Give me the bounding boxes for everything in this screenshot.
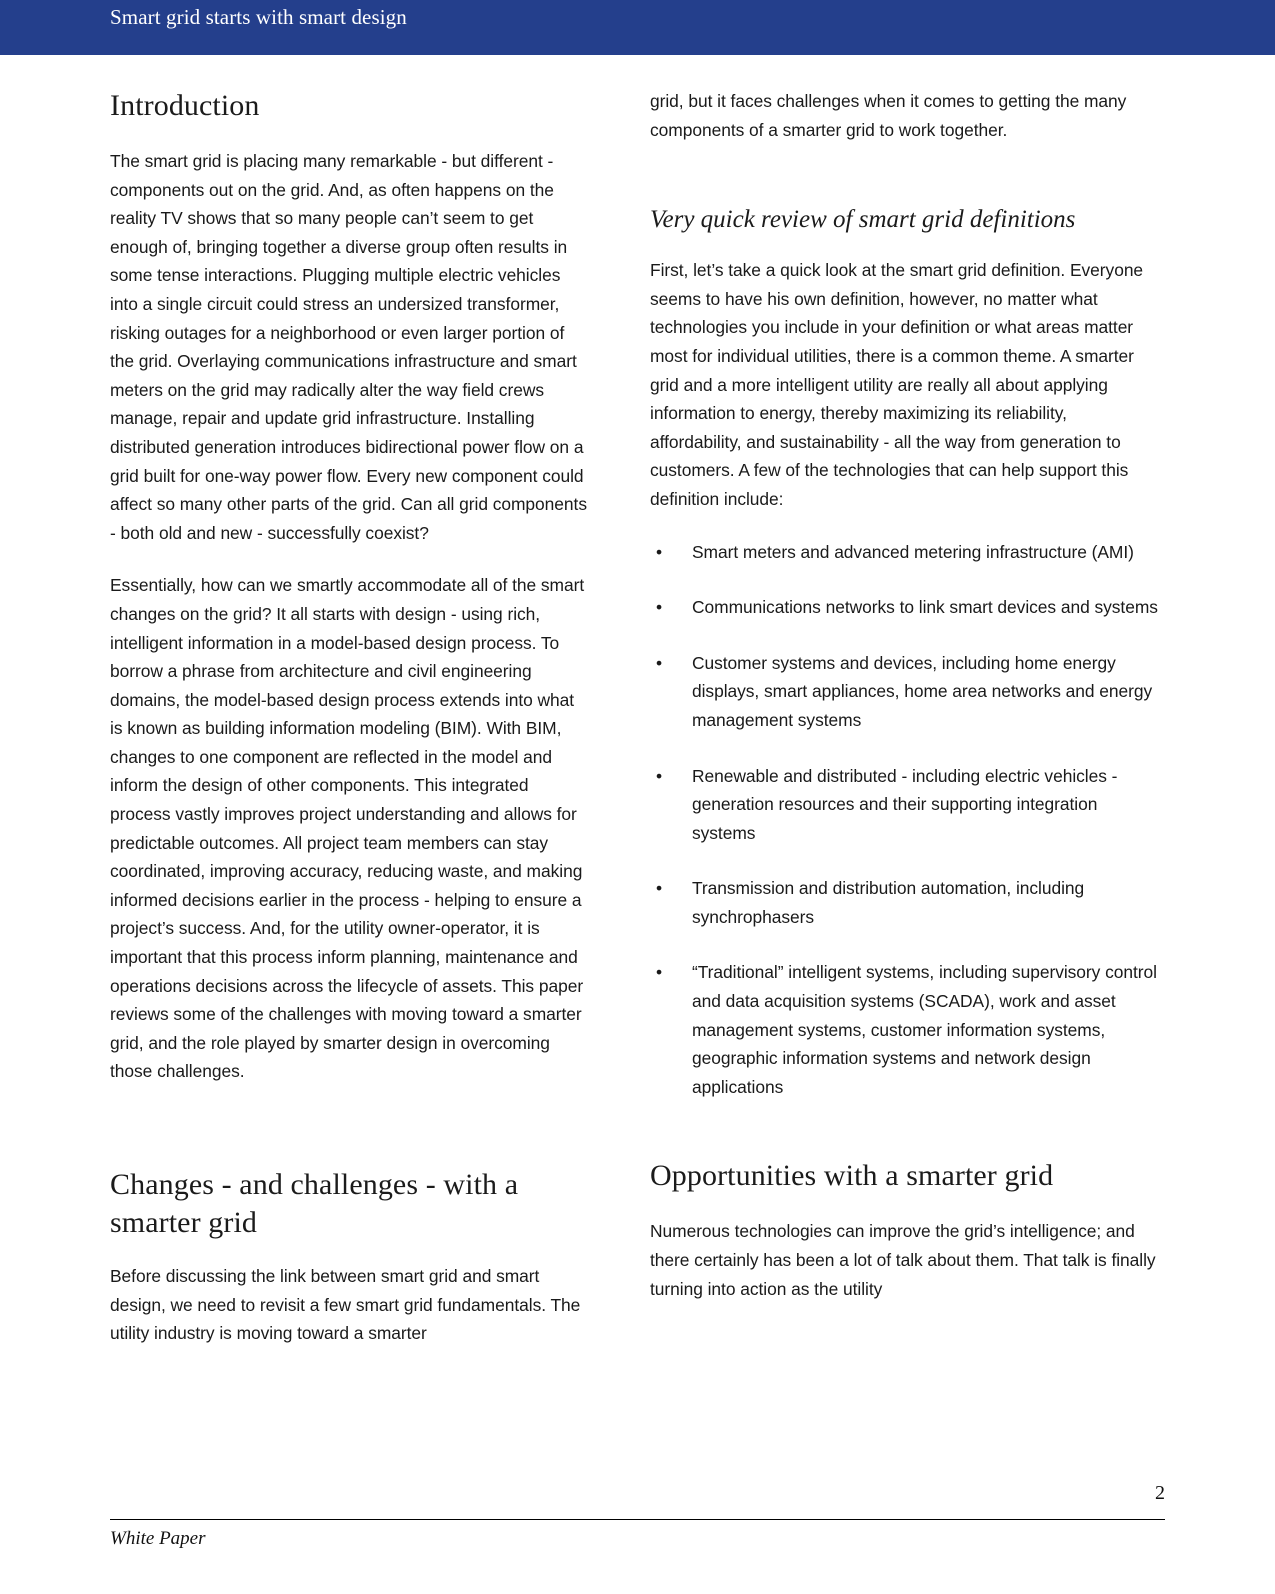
bullet-dot-icon: • xyxy=(656,765,663,786)
paragraph-definitions-1: First, let’s take a quick look at the smart grid definition. Everyone seems to have his own definition, however, no matter what technologies you include in your definition or what areas matter most for individual utilities, there is a common theme. A smarter grid and a more intelligent utility are really all about applying information to energy, thereby maximizing its reliability, affordability, and sustainability - all the way from generation to customers. A few of the technologies that can help support this definition include: xyxy=(650,260,1144,509)
right-column xyxy=(650,55,1275,1348)
paragraph-introduction-1: The smart grid is placing many remarkable - but different - components out on the grid. And, as often happens on the reality TV shows that so many people can’t seem to get enough of, bringing together a diverse group often results in some tense interactions. Plugging multiple electric vehicles into a single circuit could stress an undersized transformer, risking outages for a neighborhood or even larger portion of the grid. Overlaying communications infrastructure and smart meters on the grid may radically alter the way field crews manage, repair and update grid infrastructure. Installing distributed generation introduces bidirectional power flow on a grid built for one-way power flow. Every new component could affect so many other parts of the grid. Can all grid components - both old and new - successfully coexist? xyxy=(110,151,587,543)
heading-opportunities: Opportunities with a smarter grid xyxy=(650,1159,1054,1193)
bullet-dot-icon: • xyxy=(656,597,663,618)
list-item-text: Customer systems and devices, including home energy displays, smart appliances, home area networks and energy management systems xyxy=(692,652,1153,730)
left-column xyxy=(0,55,650,1348)
list-item xyxy=(650,538,1160,567)
paragraph-changes-1: Before discussing the link between smart grid and smart design, we need to revisit a few smart grid fundamentals. The utility industry is moving toward a smarter xyxy=(110,1266,581,1344)
list-item-text: Smart meters and advanced metering infrastructure (AMI) xyxy=(692,541,1134,562)
list-item xyxy=(650,958,1160,1101)
paragraph-continuation: grid, but it faces challenges when it comes to getting the many components of a smarter grid to work together. xyxy=(650,91,1127,140)
page-header-title: Smart grid starts with smart design xyxy=(110,5,407,29)
list-item xyxy=(650,874,1160,931)
bullet-dot-icon: • xyxy=(656,878,663,899)
paragraph-opportunities-1: Numerous technologies can improve the grid’s intelligence; and there certainly has been a lot of talk about them. That talk is finally turning into action as the utility xyxy=(650,1221,1156,1299)
footer-document-type-label: White Paper xyxy=(110,1528,206,1549)
page-body xyxy=(0,55,1275,1594)
bullet-dot-icon: • xyxy=(656,962,663,983)
list-item-text: Transmission and distribution automation, including synchrophasers xyxy=(692,878,1085,927)
heading-changes-and-challenges: Changes - and challenges - with a smarter grid xyxy=(110,1168,519,1239)
list-item xyxy=(650,593,1160,622)
list-item xyxy=(650,762,1160,848)
two-column-layout xyxy=(0,55,1275,1348)
heading-introduction: Introduction xyxy=(110,89,260,122)
list-item xyxy=(650,649,1160,735)
list-item-text: Communications networks to link smart devices and systems xyxy=(692,597,1158,618)
footer-divider xyxy=(110,1519,1165,1520)
section-spacer xyxy=(650,1101,1160,1157)
list-item-text: Renewable and distributed - including electric vehicles - generation resources and their supporting integration systems xyxy=(692,765,1118,843)
page-footer xyxy=(110,1464,1165,1594)
page-number: 2 xyxy=(1155,1482,1165,1504)
section-spacer xyxy=(650,168,1160,204)
list-item-text: “Traditional” intelligent systems, including supervisory control and data acquisition systems (SCADA), work and asset management systems, customer information systems, geographic information systems and network design applications xyxy=(692,962,1157,1097)
section-spacer xyxy=(110,1110,590,1166)
bullet-dot-icon: • xyxy=(656,541,663,562)
heading-quick-review-definitions: Very quick review of smart grid definitions xyxy=(650,206,1076,234)
technologies-bullet-list xyxy=(650,538,1160,1102)
page-header-band xyxy=(0,0,1275,55)
paragraph-introduction-2: Essentially, how can we smartly accommodate all of the smart changes on the grid? It all starts with design - using rich, intelligent information in a model-based design process. To borrow a phrase from architecture and civil engineering domains, the model-based design process extends into what is known as building information modeling (BIM). With BIM, changes to one component are reflected in the model and inform the design of other components. This integrated process vastly improves project understanding and allows for predictable outcomes. All project team members can stay coordinated, improving accuracy, reducing waste, and making informed decisions earlier in the process - helping to ensure a project’s success. And, for the utility owner-operator, it is important that this process inform planning, maintenance and operations decisions across the lifecycle of assets. This paper reviews some of the challenges with moving toward a smarter grid, and the role played by smarter design in overcoming those challenges. xyxy=(110,575,585,1082)
bullet-dot-icon: • xyxy=(656,652,663,673)
